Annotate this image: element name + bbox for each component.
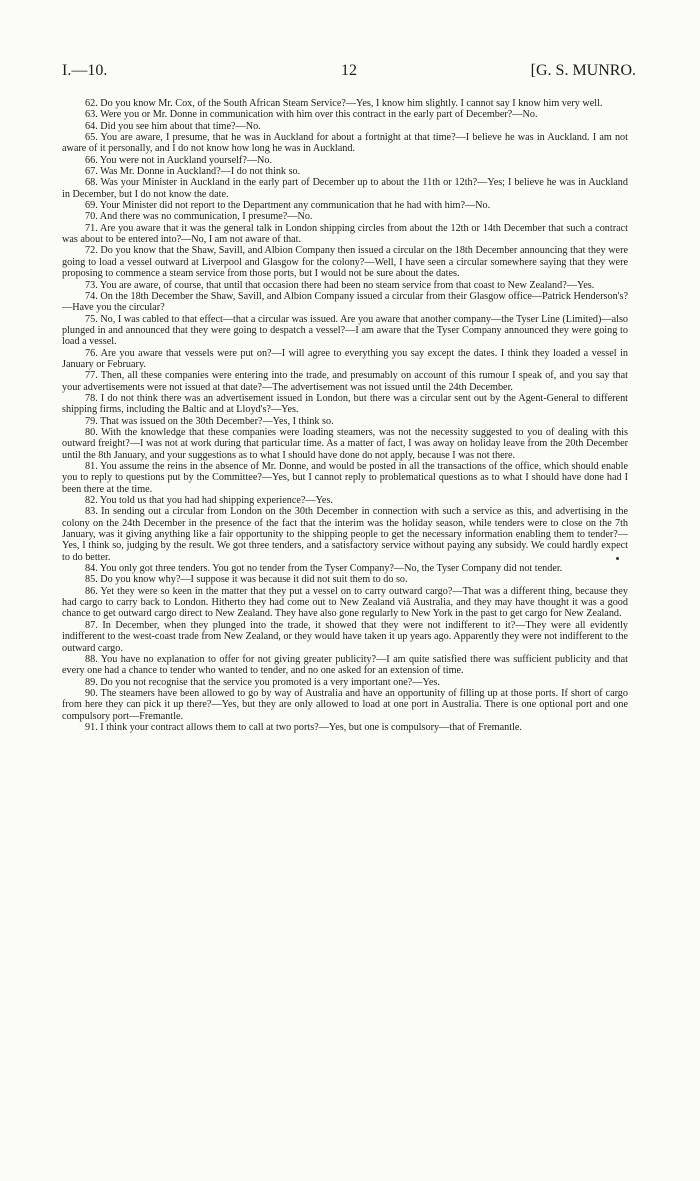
question-paragraph: 69. Your Minister did not report to the Department any communication that he had with him?—No. bbox=[85, 200, 491, 212]
question-paragraph: 80. With the knowledge that these companies were loading steamers, was not the necessity suggested to you of dealing with this outward freight?—I was not at work during that particular time. As a matter of fact, I was away on holiday leave from the 20th December until the 8th January, and your suggestions as to what I should have done do not apply, because I was not there. bbox=[62, 426, 628, 461]
question-paragraph: 72. Do you know that the Shaw, Savill, and Albion Company then issued a circular on the 18th December announcing that they were going to load a vessel outward at Liverpool and Glasgow for the colony?—Well, I have seen a circular somewhere saying that they were proposing to commence a steam service from those ports, but I would not be sure about the dates. bbox=[62, 245, 628, 280]
question-paragraph: 85. Do you know why?—I suppose it was because it did not suit them to do so. bbox=[85, 574, 408, 586]
transcript-body bbox=[62, 98, 628, 733]
paper-reference: I.—10. bbox=[62, 62, 108, 79]
witness-name: [G. S. MUNRO. bbox=[530, 62, 636, 79]
question-paragraph: 62. Do you know Mr. Cox, of the South African Steam Service?—Yes, I know him slightly. I cannot say I know him very well. bbox=[85, 98, 603, 109]
question-paragraph: 73. You are aware, of course, that until that occasion there had been no steam service from that coast to New Zealand?—Yes. bbox=[85, 279, 595, 291]
question-paragraph: 90. The steamers have been allowed to go by way of Australia and have an opportunity of filling up at those ports. If short of cargo from here they can pick it up there?—Yes, but they are only allowed to load at one port in Australia. There is one optional port and one compulsory port—Fremantle. bbox=[62, 687, 628, 722]
question-paragraph: 91. I think your contract allows them to call at two ports?—Yes, but one is compulsory—that of Fremantle. bbox=[85, 721, 522, 733]
question-paragraph: 64. Did you see him about that time?—No. bbox=[85, 120, 261, 132]
question-paragraph: 78. I do not think there was an advertisement issued in London, but there was a circular sent out by the Agent-General to different shipping firms, including the Baltic and at Lloyd's?—Yes. bbox=[62, 392, 628, 416]
question-paragraph: 81. You assume the reins in the absence of Mr. Donne, and would be posted in all the transactions of the office, which should enable you to reply to questions put by the Committee?—Yes, but I cannot reply to problematical questions as to what I should have done had I been there at the time. bbox=[62, 461, 628, 495]
question-paragraph: 63. Were you or Mr. Donne in communication with him over this contract in the early part of December?—No. bbox=[85, 109, 538, 121]
question-paragraph: 87. In December, when they plunged into the trade, it showed that they were not indifferent to it?—They were all evidently indifferent to the west-coast trade from New Zealand, or they would have taken it up years ago. Apparently they were not indifferent to the outward cargo. bbox=[62, 619, 628, 654]
question-paragraph: 77. Then, all these companies were entering into the trade, and presumably on account of this rumour I speak of, and you say that your advertisements were not issued at that date?—The advertisement was not issued until the 24th December. bbox=[62, 370, 628, 393]
question-paragraph: 70. And there was no communication, I presume?—No. bbox=[85, 211, 313, 223]
question-paragraph: 84. You only got three tenders. You got no tender from the Tyser Company?—No, the Tyser Company did not tender. bbox=[85, 563, 563, 575]
question-paragraph: 67. Was Mr. Donne in Auckland?—I do not think so. bbox=[85, 166, 301, 178]
question-paragraph: 83. In sending out a circular from London on the 30th December in connection with such a service as this, and advertising in the colony on the 24th December in the presence of the fact that the interim was the holiday season, while tenders were to close on the 7th January, was it giving anything like a fair opportunity to the shipping people to get the necessary information enabling them to tender?—Yes, I think so, judging by the result. We got three tenders, and a satisfactory service without paying any subsidy. We could hardly expect to do better. bbox=[62, 506, 628, 563]
question-paragraph: 68. Was your Minister in Auckland in the early part of December up to about the 11th or 12th?—Yes; I believe he was in Auckland in December, but I do not know the date. bbox=[62, 177, 628, 200]
question-paragraph: 88. You have no explanation to offer for not giving greater publicity?—I am quite satisfied there was sufficient publicity and that every one had a chance to tender who wanted to tender, and no one asked for an extension of time. bbox=[62, 653, 628, 677]
question-paragraph: 76. Are you aware that vessels were put on?—I will agree to everything you say except the dates. I think they loaded a vessel in January or February. bbox=[62, 347, 628, 370]
question-paragraph: 86. Yet they were so keen in the matter that they put a vessel on to carry outward cargo?—That was a different thing, because they had cargo to carry back to London. Hitherto they had come out to New Zealand viâ Australia, and they may have thought it was a good chance to get outward cargo direct to New Zealand. They have also gone regularly to New York in the past to get cargo for New Zealand. bbox=[62, 585, 628, 620]
page-header bbox=[62, 62, 636, 84]
question-paragraph: 66. You were not in Auckland yourself?—No. bbox=[85, 154, 273, 166]
ink-dot bbox=[616, 557, 619, 560]
question-paragraph: 79. That was issued on the 30th December?—Yes, I think so. bbox=[85, 415, 334, 427]
question-paragraph: 65. You are aware, I presume, that he was in Auckland for about a fortnight at that time?—I believe he was in Auckland. I am not aware of it personally, and I do not know how long he was in Auckland. bbox=[62, 132, 628, 155]
question-paragraph: 71. Are you aware that it was the general talk in London shipping circles from about the 12th or 14th December that such a contract was about to be entered into?—No, I am not aware of that. bbox=[62, 222, 628, 246]
question-paragraph: 89. Do you not recognise that the service you promoted is a very important one?—Yes. bbox=[85, 676, 440, 688]
question-paragraph: 82. You told us that you had had shipping experience?—Yes. bbox=[85, 495, 333, 507]
page-number: 12 bbox=[341, 62, 357, 79]
question-paragraph: 75. No, I was cabled to that effect—that a circular was issued. Are you aware that another company—the Tyser Line (Limited)—also plunged in and announced that they were going to despatch a vessel?—I am aware that the Tyser Company announced they were going to load a vessel. bbox=[62, 313, 628, 348]
question-paragraph: 74. On the 18th December the Shaw, Savill, and Albion Company issued a circular from their Glasgow office—Patrick Henderson's?—Have you the circular? bbox=[62, 290, 628, 314]
